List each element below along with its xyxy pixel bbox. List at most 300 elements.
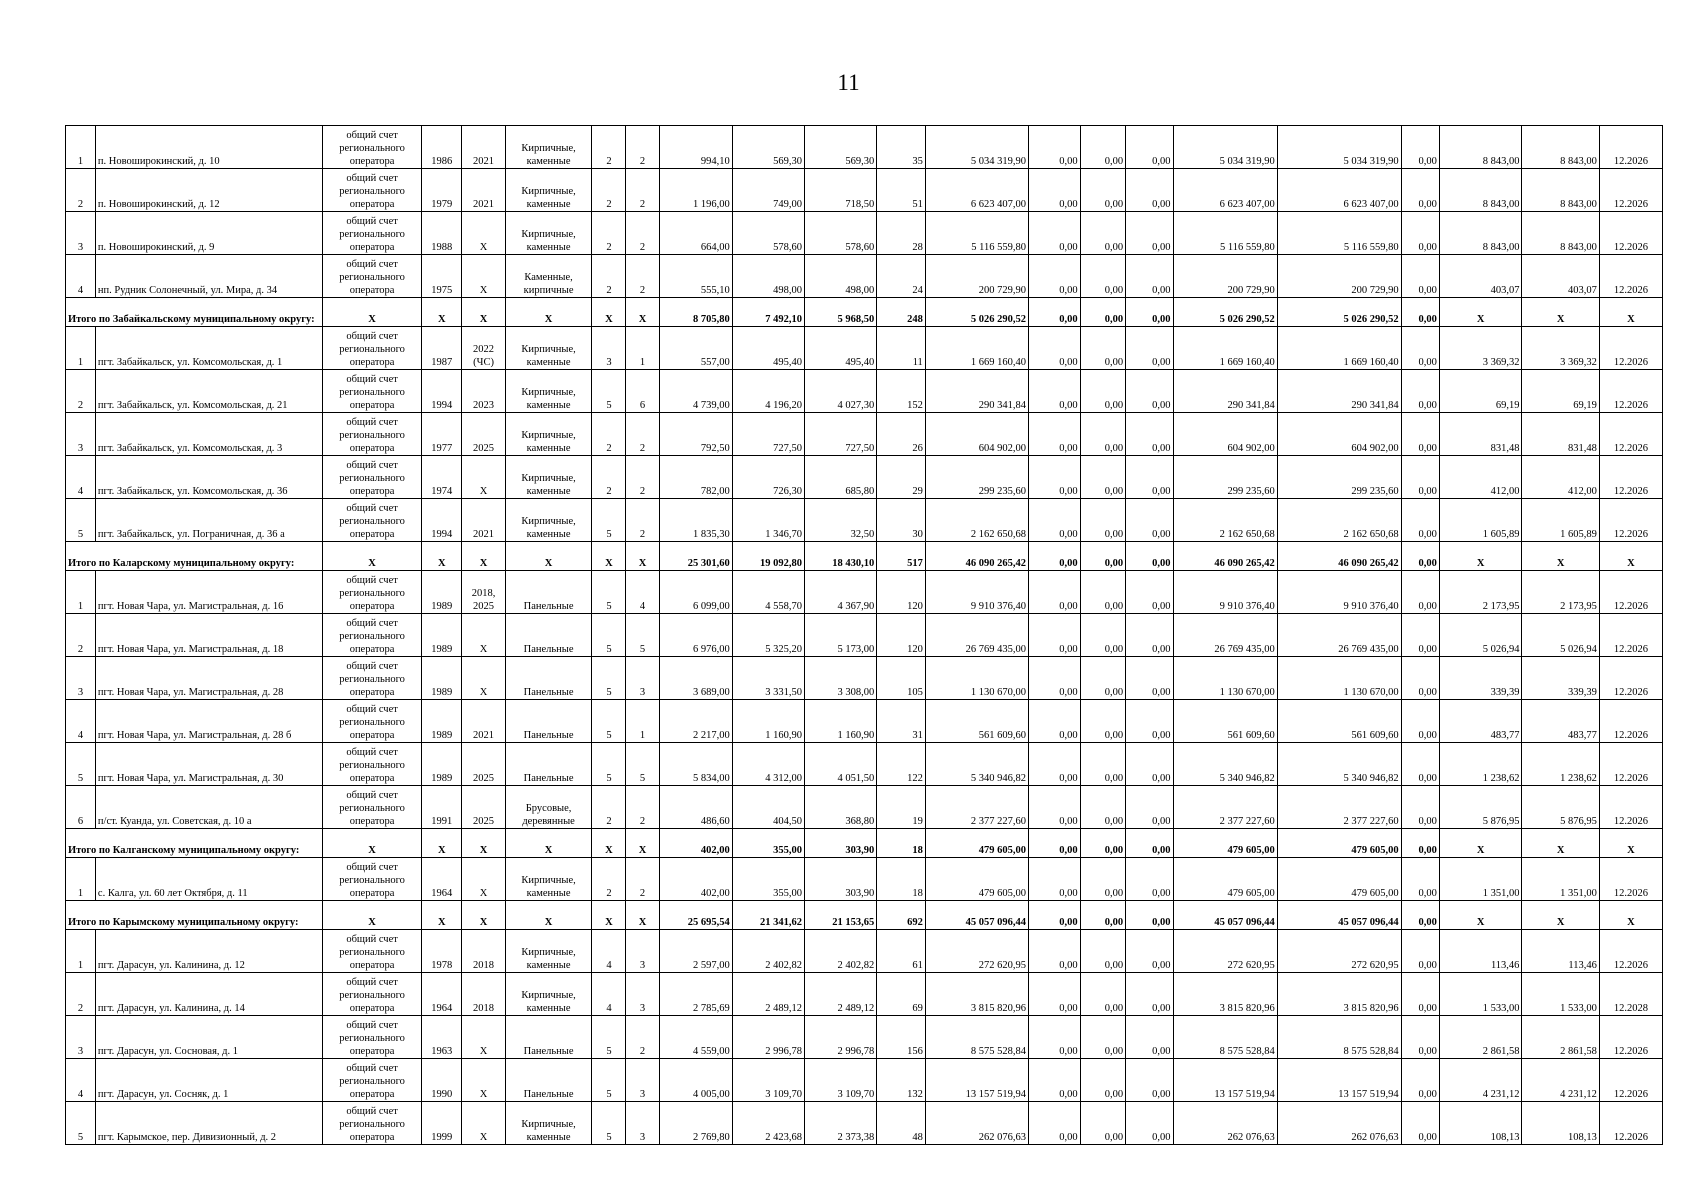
cell-area-residential: 303,90	[805, 829, 877, 858]
cell-cost-total: 290 341,84	[925, 370, 1028, 413]
cell-deadline: 12.2026	[1599, 327, 1662, 370]
cell-row-number: 1	[66, 930, 96, 973]
cell-cost-fund: 0,00	[1029, 1059, 1081, 1102]
cell-unit-cost: 831,48	[1439, 413, 1522, 456]
cell-cost-owners: 1 669 160,40	[1173, 327, 1277, 370]
cell-cost-other: 0,00	[1401, 786, 1439, 829]
cell-deadline: 12.2026	[1599, 169, 1662, 212]
cell-wall-material: Х	[505, 829, 592, 858]
cell-floors: 5	[592, 657, 626, 700]
cell-entrances: 2	[626, 212, 659, 255]
cell-wall-material: Каменные, кирпичные	[505, 255, 592, 298]
cell-account-type: общий счет регионального оператора	[323, 657, 422, 700]
cell-cost-budget-local: 0,00	[1126, 700, 1173, 743]
cell-floors: 5	[592, 700, 626, 743]
table-row	[66, 571, 1663, 614]
cell-unit-cost: Х	[1439, 901, 1522, 930]
cell-total-area: 792,50	[659, 413, 732, 456]
cell-area-residential: 727,50	[805, 413, 877, 456]
cell-cost-other: 0,00	[1401, 657, 1439, 700]
cell-residents: 120	[877, 614, 926, 657]
cell-year-built: 1979	[422, 169, 462, 212]
cell-cost-total-2: 46 090 265,42	[1277, 542, 1401, 571]
cell-year-repair: Х	[462, 614, 505, 657]
cell-row-number: 3	[66, 413, 96, 456]
cell-cost-total-2: 1 130 670,00	[1277, 657, 1401, 700]
cell-cost-other: 0,00	[1401, 298, 1439, 327]
cell-entrances: 2	[626, 1016, 659, 1059]
cell-address: пгт. Дарасун, ул. Сосновая, д. 1	[95, 1016, 322, 1059]
cell-area-residential: 495,40	[805, 327, 877, 370]
cell-cost-fund: 0,00	[1029, 499, 1081, 542]
cell-wall-material: Кирпичные, каменные	[505, 858, 592, 901]
cell-address: пгт. Дарасун, ул. Калинина, д. 12	[95, 930, 322, 973]
cell-floors: 5	[592, 1102, 626, 1145]
cell-total-label: Итого по Карымскому муниципальному округу:	[66, 901, 323, 930]
cell-account-type: общий счет регионального оператора	[323, 1059, 422, 1102]
cell-area-premises: 3 331,50	[732, 657, 804, 700]
table-row	[66, 1059, 1663, 1102]
cell-residents: 35	[877, 126, 926, 169]
cell-entrances: 3	[626, 930, 659, 973]
cell-year-repair: 2018	[462, 973, 505, 1016]
cell-area-premises: 498,00	[732, 255, 804, 298]
cell-wall-material: Кирпичные, каменные	[505, 413, 592, 456]
cell-entrances: 3	[626, 1059, 659, 1102]
cell-cost-total-2: 2 377 227,60	[1277, 786, 1401, 829]
cell-floors: 5	[592, 743, 626, 786]
cell-max-unit-cost: 4 231,12	[1522, 1059, 1599, 1102]
cell-cost-total-2: 13 157 519,94	[1277, 1059, 1401, 1102]
cell-deadline: 12.2026	[1599, 930, 1662, 973]
cell-residents: 105	[877, 657, 926, 700]
cell-cost-fund: 0,00	[1029, 1016, 1081, 1059]
cell-cost-fund: 0,00	[1029, 930, 1081, 973]
cell-row-number: 4	[66, 700, 96, 743]
cell-area-premises: 2 996,78	[732, 1016, 804, 1059]
cell-deadline: Х	[1599, 298, 1662, 327]
cell-row-number: 2	[66, 614, 96, 657]
cell-max-unit-cost: 5 026,94	[1522, 614, 1599, 657]
cell-cost-fund: 0,00	[1029, 542, 1081, 571]
cell-year-repair: 2021	[462, 499, 505, 542]
cell-deadline: 12.2026	[1599, 700, 1662, 743]
cell-cost-budget-region: 0,00	[1080, 169, 1125, 212]
cell-residents: 61	[877, 930, 926, 973]
cell-unit-cost: 8 843,00	[1439, 126, 1522, 169]
cell-year-built: 1986	[422, 126, 462, 169]
cell-residents: 26	[877, 413, 926, 456]
cell-year-repair: 2021	[462, 169, 505, 212]
cell-cost-total: 8 575 528,84	[925, 1016, 1028, 1059]
cell-cost-total-2: 262 076,63	[1277, 1102, 1401, 1145]
cell-floors: 2	[592, 212, 626, 255]
cell-deadline: 12.2026	[1599, 212, 1662, 255]
cell-deadline: 12.2026	[1599, 370, 1662, 413]
cell-cost-budget-region: 0,00	[1080, 542, 1125, 571]
cell-floors: Х	[592, 901, 626, 930]
cell-cost-fund: 0,00	[1029, 212, 1081, 255]
cell-total-area: 402,00	[659, 858, 732, 901]
cell-wall-material: Кирпичные, каменные	[505, 327, 592, 370]
cell-area-premises: 2 402,82	[732, 930, 804, 973]
cell-cost-other: 0,00	[1401, 413, 1439, 456]
cell-cost-total: 5 340 946,82	[925, 743, 1028, 786]
cell-total-area: 486,60	[659, 786, 732, 829]
cell-total-area: 664,00	[659, 212, 732, 255]
cell-year-repair: 2023	[462, 370, 505, 413]
cell-account-type: общий счет регионального оператора	[323, 499, 422, 542]
cell-cost-fund: 0,00	[1029, 298, 1081, 327]
cell-address: пгт. Забайкальск, ул. Комсомольская, д. 3	[95, 413, 322, 456]
cell-cost-fund: 0,00	[1029, 327, 1081, 370]
cell-area-residential: 3 308,00	[805, 657, 877, 700]
cell-max-unit-cost: 8 843,00	[1522, 212, 1599, 255]
table-row	[66, 370, 1663, 413]
cell-cost-budget-region: 0,00	[1080, 499, 1125, 542]
cell-unit-cost: 339,39	[1439, 657, 1522, 700]
cell-cost-other: 0,00	[1401, 169, 1439, 212]
cell-area-residential: 498,00	[805, 255, 877, 298]
cell-cost-total: 6 623 407,00	[925, 169, 1028, 212]
table-row	[66, 169, 1663, 212]
cell-cost-total: 200 729,90	[925, 255, 1028, 298]
cell-unit-cost: 2 861,58	[1439, 1016, 1522, 1059]
cell-residents: 51	[877, 169, 926, 212]
cell-year-repair: 2021	[462, 700, 505, 743]
cell-address: пгт. Новая Чара, ул. Магистральная, д. 28 б	[95, 700, 322, 743]
cell-address: пгт. Забайкальск, ул. Комсомольская, д. 21	[95, 370, 322, 413]
cell-cost-fund: 0,00	[1029, 743, 1081, 786]
cell-cost-owners: 299 235,60	[1173, 456, 1277, 499]
cell-cost-budget-region: 0,00	[1080, 413, 1125, 456]
cell-total-area: 2 785,69	[659, 973, 732, 1016]
cell-area-residential: 578,60	[805, 212, 877, 255]
cell-row-number: 3	[66, 657, 96, 700]
cell-deadline: Х	[1599, 542, 1662, 571]
cell-cost-total-2: 6 623 407,00	[1277, 169, 1401, 212]
cell-cost-owners: 1 130 670,00	[1173, 657, 1277, 700]
cell-entrances: 2	[626, 169, 659, 212]
cell-cost-other: 0,00	[1401, 858, 1439, 901]
cell-cost-budget-local: 0,00	[1126, 1102, 1173, 1145]
cell-deadline: 12.2026	[1599, 1059, 1662, 1102]
cell-residents: 24	[877, 255, 926, 298]
cell-year-repair: Х	[462, 456, 505, 499]
cell-cost-budget-local: 0,00	[1126, 829, 1173, 858]
cell-entrances: 5	[626, 614, 659, 657]
cell-account-type: общий счет регионального оператора	[323, 370, 422, 413]
cell-wall-material: Х	[505, 542, 592, 571]
cell-year-built: 1977	[422, 413, 462, 456]
cell-max-unit-cost: Х	[1522, 542, 1599, 571]
cell-area-residential: 3 109,70	[805, 1059, 877, 1102]
cell-cost-total: 479 605,00	[925, 858, 1028, 901]
cell-max-unit-cost: 1 533,00	[1522, 973, 1599, 1016]
cell-cost-other: 0,00	[1401, 700, 1439, 743]
cell-year-repair: 2022 (ЧС)	[462, 327, 505, 370]
cell-deadline: 12.2026	[1599, 657, 1662, 700]
cell-account-type: общий счет регионального оператора	[323, 858, 422, 901]
cell-residents: 31	[877, 700, 926, 743]
cell-cost-total-2: 5 340 946,82	[1277, 743, 1401, 786]
cell-total-area: 3 689,00	[659, 657, 732, 700]
cell-entrances: Х	[626, 298, 659, 327]
cell-max-unit-cost: 2 173,95	[1522, 571, 1599, 614]
cell-wall-material: Панельные	[505, 700, 592, 743]
cell-row-number: 2	[66, 370, 96, 413]
cell-total-area: 1 196,00	[659, 169, 732, 212]
cell-row-number: 2	[66, 169, 96, 212]
cell-max-unit-cost: 69,19	[1522, 370, 1599, 413]
cell-account-type: Х	[323, 298, 422, 327]
cell-year-repair: Х	[462, 901, 505, 930]
cell-year-repair: Х	[462, 255, 505, 298]
cell-floors: Х	[592, 298, 626, 327]
cell-entrances: 2	[626, 499, 659, 542]
cell-year-repair: Х	[462, 542, 505, 571]
cell-cost-total: 604 902,00	[925, 413, 1028, 456]
cell-cost-fund: 0,00	[1029, 657, 1081, 700]
cell-cost-other: 0,00	[1401, 126, 1439, 169]
cell-year-built: 1978	[422, 930, 462, 973]
cell-row-number: 1	[66, 571, 96, 614]
cell-year-repair: 2025	[462, 413, 505, 456]
cell-max-unit-cost: Х	[1522, 901, 1599, 930]
cell-cost-total: 262 076,63	[925, 1102, 1028, 1145]
table-row	[66, 413, 1663, 456]
cell-unit-cost: 113,46	[1439, 930, 1522, 973]
cell-address: пгт. Карымское, пер. Дивизионный, д. 2	[95, 1102, 322, 1145]
cell-account-type: Х	[323, 542, 422, 571]
cell-unit-cost: Х	[1439, 298, 1522, 327]
cell-cost-fund: 0,00	[1029, 456, 1081, 499]
cell-area-premises: 727,50	[732, 413, 804, 456]
cell-area-premises: 404,50	[732, 786, 804, 829]
cell-cost-total-2: 5 034 319,90	[1277, 126, 1401, 169]
cell-deadline: 12.2026	[1599, 1016, 1662, 1059]
table-row	[66, 126, 1663, 169]
cell-deadline: 12.2026	[1599, 614, 1662, 657]
cell-area-residential: 4 367,90	[805, 571, 877, 614]
cell-cost-other: 0,00	[1401, 456, 1439, 499]
cell-cost-fund: 0,00	[1029, 901, 1081, 930]
cell-account-type: общий счет регионального оператора	[323, 255, 422, 298]
table-row	[66, 614, 1663, 657]
cell-max-unit-cost: 339,39	[1522, 657, 1599, 700]
cell-unit-cost: 8 843,00	[1439, 212, 1522, 255]
cell-address: пгт. Забайкальск, ул. Комсомольская, д. 1	[95, 327, 322, 370]
cell-address: пгт. Новая Чара, ул. Магистральная, д. 16	[95, 571, 322, 614]
cell-floors: Х	[592, 829, 626, 858]
cell-residents: 69	[877, 973, 926, 1016]
cell-cost-owners: 5 116 559,80	[1173, 212, 1277, 255]
cell-wall-material: Кирпичные, каменные	[505, 169, 592, 212]
cell-residents: 152	[877, 370, 926, 413]
cell-floors: 4	[592, 930, 626, 973]
cell-area-premises: 19 092,80	[732, 542, 804, 571]
cell-area-residential: 368,80	[805, 786, 877, 829]
cell-residents: 30	[877, 499, 926, 542]
cell-max-unit-cost: 8 843,00	[1522, 126, 1599, 169]
cell-wall-material: Кирпичные, каменные	[505, 126, 592, 169]
cell-cost-budget-local: 0,00	[1126, 370, 1173, 413]
cell-deadline: 12.2026	[1599, 786, 1662, 829]
cell-year-built: 1989	[422, 571, 462, 614]
page-number: 11	[837, 70, 860, 95]
cell-deadline: 12.2026	[1599, 255, 1662, 298]
cell-entrances: 3	[626, 973, 659, 1016]
cell-deadline: 12.2026	[1599, 858, 1662, 901]
table-row	[66, 786, 1663, 829]
cell-deadline: 12.2026	[1599, 499, 1662, 542]
cell-wall-material: Х	[505, 901, 592, 930]
cell-row-number: 1	[66, 126, 96, 169]
cell-total-area: 6 099,00	[659, 571, 732, 614]
cell-cost-other: 0,00	[1401, 571, 1439, 614]
cell-cost-total: 2 162 650,68	[925, 499, 1028, 542]
cell-year-built: 1964	[422, 973, 462, 1016]
cell-address: п/ст. Куанда, ул. Советская, д. 10 а	[95, 786, 322, 829]
cell-cost-total: 2 377 227,60	[925, 786, 1028, 829]
cell-max-unit-cost: 403,07	[1522, 255, 1599, 298]
cell-area-premises: 3 109,70	[732, 1059, 804, 1102]
cell-address: п. Новоширокинский, д. 12	[95, 169, 322, 212]
cell-cost-budget-local: 0,00	[1126, 858, 1173, 901]
cell-cost-budget-local: 0,00	[1126, 657, 1173, 700]
cell-unit-cost: Х	[1439, 542, 1522, 571]
cell-entrances: 3	[626, 1102, 659, 1145]
cell-cost-budget-region: 0,00	[1080, 700, 1125, 743]
cell-address: пгт. Дарасун, ул. Сосняк, д. 1	[95, 1059, 322, 1102]
cell-unit-cost: 5 026,94	[1439, 614, 1522, 657]
cell-total-area: 4 559,00	[659, 1016, 732, 1059]
cell-total-area: 2 217,00	[659, 700, 732, 743]
cell-row-number: 3	[66, 212, 96, 255]
cell-wall-material: Кирпичные, каменные	[505, 370, 592, 413]
cell-year-built: 1964	[422, 858, 462, 901]
table-row	[66, 973, 1663, 1016]
cell-total-area: 555,10	[659, 255, 732, 298]
cell-year-repair: Х	[462, 829, 505, 858]
total-row	[66, 298, 1663, 327]
cell-deadline: 12.2026	[1599, 126, 1662, 169]
cell-cost-budget-local: 0,00	[1126, 743, 1173, 786]
cell-cost-budget-region: 0,00	[1080, 370, 1125, 413]
cell-cost-budget-region: 0,00	[1080, 571, 1125, 614]
cell-cost-fund: 0,00	[1029, 614, 1081, 657]
cell-cost-owners: 2 162 650,68	[1173, 499, 1277, 542]
cell-max-unit-cost: 1 351,00	[1522, 858, 1599, 901]
cell-entrances: 2	[626, 858, 659, 901]
cell-account-type: общий счет регионального оператора	[323, 1102, 422, 1145]
cell-residents: 132	[877, 1059, 926, 1102]
cell-total-area: 2 769,80	[659, 1102, 732, 1145]
cell-max-unit-cost: 412,00	[1522, 456, 1599, 499]
cell-total-area: 1 835,30	[659, 499, 732, 542]
cell-entrances: 4	[626, 571, 659, 614]
cell-floors: 2	[592, 413, 626, 456]
cell-cost-budget-region: 0,00	[1080, 1102, 1125, 1145]
cell-row-number: 6	[66, 786, 96, 829]
cell-cost-total-2: 479 605,00	[1277, 829, 1401, 858]
table-row	[66, 499, 1663, 542]
cell-max-unit-cost: 113,46	[1522, 930, 1599, 973]
cell-cost-owners: 561 609,60	[1173, 700, 1277, 743]
cell-cost-fund: 0,00	[1029, 126, 1081, 169]
cell-address: пгт. Новая Чара, ул. Магистральная, д. 18	[95, 614, 322, 657]
cell-wall-material: Панельные	[505, 743, 592, 786]
cell-year-built: 1994	[422, 499, 462, 542]
cell-area-premises: 2 423,68	[732, 1102, 804, 1145]
cell-total-area: 4 005,00	[659, 1059, 732, 1102]
cell-year-built: 1989	[422, 700, 462, 743]
cell-area-premises: 1 346,70	[732, 499, 804, 542]
cell-cost-owners: 5 340 946,82	[1173, 743, 1277, 786]
cell-cost-owners: 272 620,95	[1173, 930, 1277, 973]
cell-cost-owners: 290 341,84	[1173, 370, 1277, 413]
table-row	[66, 1102, 1663, 1145]
cell-cost-budget-local: 0,00	[1126, 255, 1173, 298]
cell-deadline: Х	[1599, 901, 1662, 930]
cell-area-premises: 21 341,62	[732, 901, 804, 930]
cell-year-repair: Х	[462, 1016, 505, 1059]
cell-entrances: 2	[626, 786, 659, 829]
cell-cost-total-2: 5 026 290,52	[1277, 298, 1401, 327]
cell-row-number: 5	[66, 499, 96, 542]
cell-cost-total: 1 669 160,40	[925, 327, 1028, 370]
cell-cost-budget-region: 0,00	[1080, 126, 1125, 169]
cell-account-type: общий счет регионального оператора	[323, 456, 422, 499]
cell-max-unit-cost: 5 876,95	[1522, 786, 1599, 829]
cell-area-residential: 2 996,78	[805, 1016, 877, 1059]
cell-area-premises: 4 196,20	[732, 370, 804, 413]
cell-entrances: 1	[626, 327, 659, 370]
cell-account-type: общий счет регионального оператора	[323, 327, 422, 370]
cell-total-area: 2 597,00	[659, 930, 732, 973]
cell-area-residential: 2 373,38	[805, 1102, 877, 1145]
cell-cost-other: 0,00	[1401, 542, 1439, 571]
cell-cost-owners: 45 057 096,44	[1173, 901, 1277, 930]
cell-area-residential: 32,50	[805, 499, 877, 542]
cell-cost-total: 46 090 265,42	[925, 542, 1028, 571]
cell-unit-cost: 1 351,00	[1439, 858, 1522, 901]
cell-year-built: 1991	[422, 786, 462, 829]
cell-max-unit-cost: 483,77	[1522, 700, 1599, 743]
cell-deadline: Х	[1599, 829, 1662, 858]
cell-cost-total: 272 620,95	[925, 930, 1028, 973]
cell-year-repair: 2025	[462, 743, 505, 786]
cell-cost-fund: 0,00	[1029, 169, 1081, 212]
cell-cost-budget-region: 0,00	[1080, 1016, 1125, 1059]
cell-floors: 2	[592, 126, 626, 169]
cell-unit-cost: 1 533,00	[1439, 973, 1522, 1016]
cell-cost-budget-local: 0,00	[1126, 456, 1173, 499]
cell-total-area: 8 705,80	[659, 298, 732, 327]
cell-year-repair: Х	[462, 858, 505, 901]
cell-total-area: 4 739,00	[659, 370, 732, 413]
cell-address: пгт. Новая Чара, ул. Магистральная, д. 28	[95, 657, 322, 700]
cell-entrances: 5	[626, 743, 659, 786]
cell-cost-budget-region: 0,00	[1080, 786, 1125, 829]
cell-unit-cost: 2 173,95	[1439, 571, 1522, 614]
cell-entrances: 6	[626, 370, 659, 413]
cell-floors: 5	[592, 1059, 626, 1102]
cell-max-unit-cost: 8 843,00	[1522, 169, 1599, 212]
cell-cost-owners: 479 605,00	[1173, 829, 1277, 858]
cell-entrances: 3	[626, 657, 659, 700]
cell-unit-cost: 108,13	[1439, 1102, 1522, 1145]
